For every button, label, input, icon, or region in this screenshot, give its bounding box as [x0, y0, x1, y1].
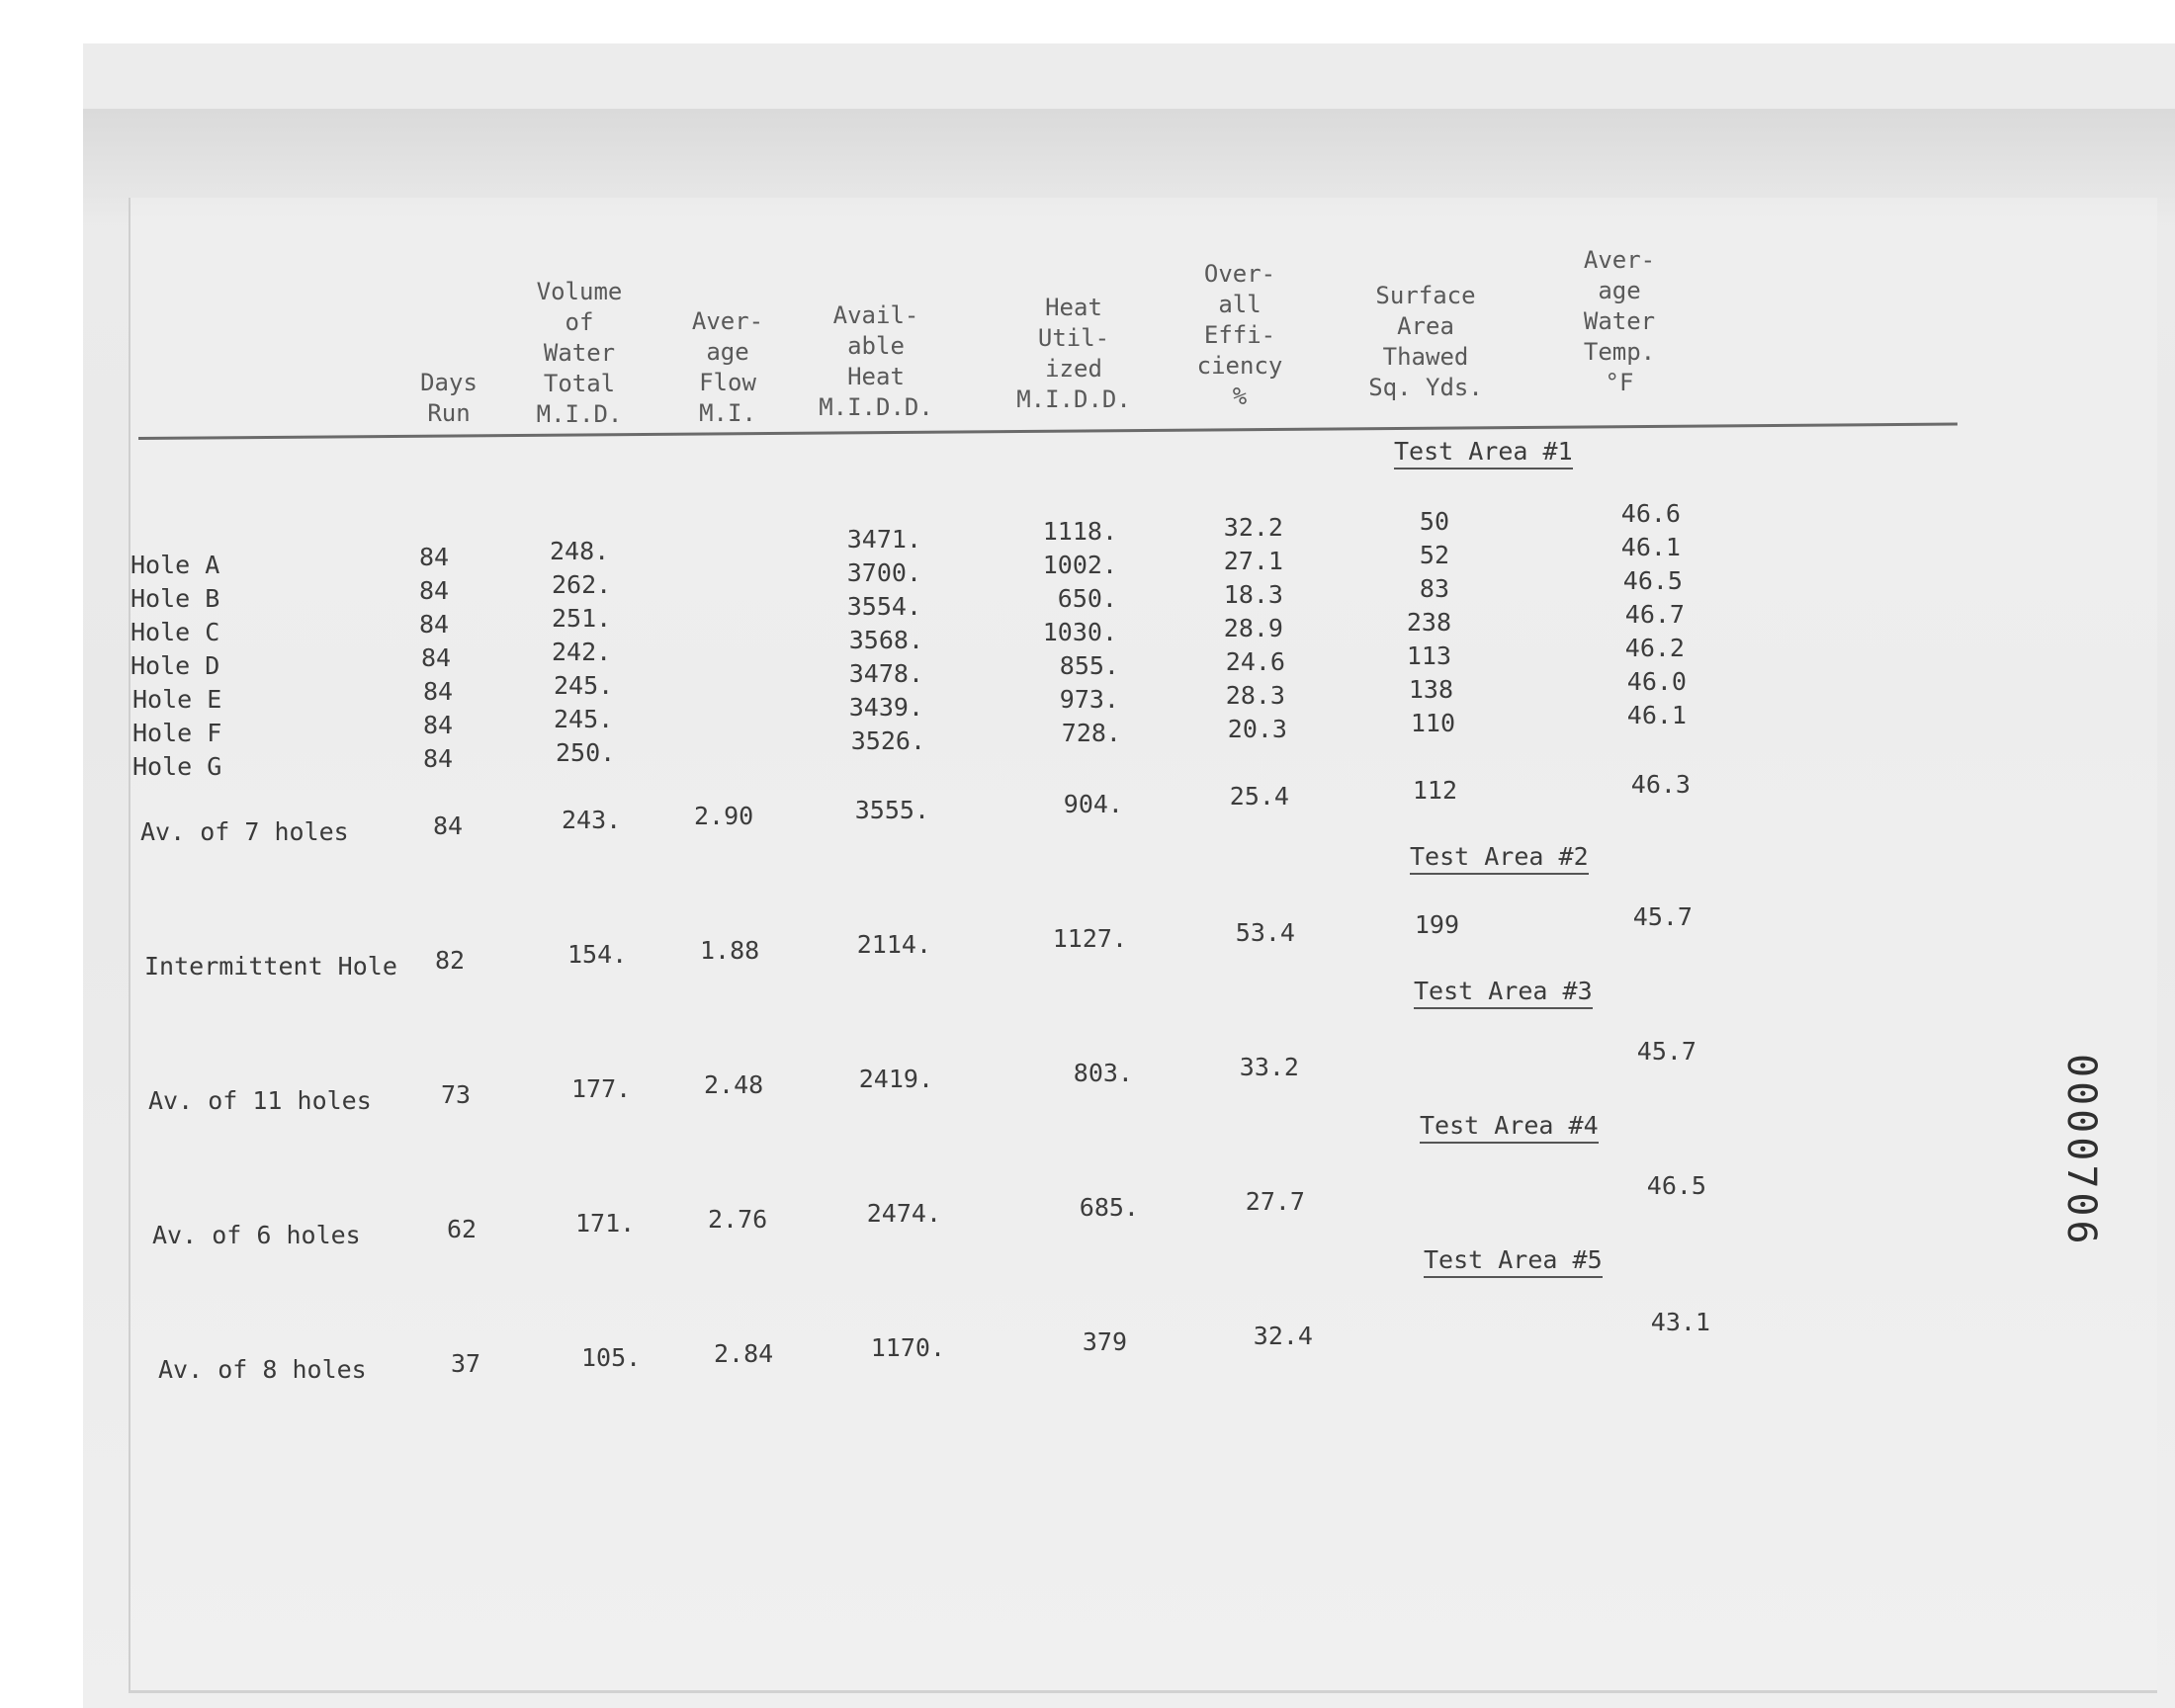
heat-utilized-value: 803. — [1073, 1059, 1133, 1087]
water-temp-value: 43.1 — [1650, 1308, 1710, 1336]
efficiency-value: 28.3 — [1225, 681, 1285, 710]
volume-value: 251. — [552, 604, 612, 633]
hole-label: Hole G — [132, 752, 222, 781]
summary-label: Av. of 6 holes — [152, 1221, 361, 1249]
surface-area-value: 112 — [1412, 776, 1457, 805]
surface-area-value: 199 — [1414, 910, 1459, 939]
hole-label: Hole E — [132, 685, 222, 714]
surface-area-value: 50 — [1419, 507, 1449, 536]
volume-value: 245. — [554, 671, 614, 700]
test-area-4-label: Test Area #4 — [1420, 1111, 1599, 1144]
heat-utilized-value: 1002. — [1042, 551, 1117, 579]
page-stamp-number: 0000706 — [2058, 1054, 2104, 1248]
test-area-1-label: Test Area #1 — [1394, 437, 1573, 470]
surface-area-value: 52 — [1419, 541, 1449, 569]
water-temp-value: 46.3 — [1630, 770, 1691, 799]
surface-area-value: 238 — [1406, 608, 1451, 637]
efficiency-value: 27.1 — [1223, 547, 1283, 575]
heat-utilized-value: 1118. — [1042, 517, 1117, 546]
hole-label: Hole A — [130, 551, 220, 579]
heat-utilized-value: 904. — [1063, 790, 1123, 818]
header-water-temp: Aver- age Water Temp. °F — [1583, 246, 1656, 396]
header-available-heat: Avail- able Heat M.I.D.D. — [819, 301, 933, 421]
available-heat-value: 3478. — [848, 659, 923, 688]
surface-area-value: 110 — [1410, 709, 1455, 737]
water-temp-value: 46.5 — [1646, 1171, 1706, 1200]
days-run-value: 84 — [423, 711, 454, 739]
days-run-value: 73 — [441, 1080, 472, 1109]
header-average-flow: Aver- age Flow M.I. — [691, 307, 764, 427]
hole-label: Hole D — [130, 651, 220, 680]
days-run-value: 84 — [421, 643, 452, 672]
header-heat-utilized: Heat Util- ized M.I.D.D. — [1016, 294, 1131, 413]
volume-value: 245. — [554, 705, 614, 733]
water-temp-value: 46.2 — [1624, 634, 1685, 662]
test-area-3-label: Test Area #3 — [1414, 977, 1593, 1009]
average-flow-value: 2.48 — [704, 1070, 764, 1099]
surface-area-value: 83 — [1419, 574, 1449, 603]
available-heat-value: 3554. — [846, 592, 921, 621]
efficiency-value: 53.4 — [1235, 918, 1295, 947]
efficiency-value: 20.3 — [1227, 715, 1287, 743]
available-heat-value: 3471. — [846, 525, 921, 554]
heat-utilized-value: 685. — [1079, 1193, 1139, 1222]
water-temp-value: 46.1 — [1626, 701, 1687, 729]
surface-area-value: 113 — [1406, 641, 1451, 670]
efficiency-value: 25.4 — [1229, 782, 1289, 811]
volume-value: 171. — [575, 1209, 636, 1238]
test-area-2-label: Test Area #2 — [1410, 842, 1589, 875]
summary-label: Av. of 8 holes — [158, 1355, 367, 1384]
available-heat-value: 3439. — [848, 693, 923, 722]
water-temp-value: 45.7 — [1636, 1037, 1696, 1066]
hole-label: Hole C — [130, 618, 220, 646]
volume-value: 243. — [562, 806, 622, 834]
heat-utilized-value: 855. — [1059, 651, 1119, 680]
hole-label: Hole B — [130, 584, 220, 613]
days-run-value: 84 — [433, 811, 464, 840]
efficiency-value: 24.6 — [1225, 647, 1285, 676]
volume-value: 177. — [571, 1074, 632, 1103]
efficiency-value: 33.2 — [1239, 1053, 1299, 1081]
available-heat-value: 2114. — [856, 930, 931, 959]
days-run-value: 62 — [447, 1215, 478, 1243]
available-heat-value: 1170. — [870, 1333, 945, 1362]
available-heat-value: 3568. — [848, 626, 923, 654]
volume-value: 262. — [552, 570, 612, 599]
days-run-value: 84 — [419, 576, 450, 605]
average-flow-value: 1.88 — [700, 936, 760, 965]
summary-label: Av. of 7 holes — [140, 817, 349, 846]
surface-area-value: 138 — [1408, 675, 1453, 704]
header-days-run: Days Run — [420, 369, 478, 427]
efficiency-value: 18.3 — [1223, 580, 1283, 609]
days-run-value: 84 — [423, 744, 454, 773]
days-run-value: 84 — [423, 677, 454, 706]
hole-label: Hole F — [132, 719, 222, 747]
header-volume-total: Volume of Water Total M.I.D. — [536, 278, 623, 428]
available-heat-value: 2474. — [866, 1199, 941, 1228]
heat-utilized-value: 728. — [1061, 719, 1121, 747]
header-surface-area: Surface Area Thawed Sq. Yds. — [1368, 282, 1483, 401]
available-heat-value: 3555. — [854, 796, 929, 824]
water-temp-value: 46.0 — [1626, 667, 1687, 696]
average-flow-value: 2.76 — [708, 1205, 768, 1234]
days-run-value: 84 — [419, 543, 450, 571]
volume-value: 248. — [550, 537, 610, 565]
water-temp-value: 46.6 — [1620, 499, 1681, 528]
days-run-value: 37 — [451, 1349, 481, 1378]
water-temp-value: 46.1 — [1620, 533, 1681, 561]
volume-value: 242. — [552, 638, 612, 666]
test-area-5-label: Test Area #5 — [1424, 1245, 1603, 1278]
efficiency-value: 32.4 — [1253, 1322, 1313, 1350]
efficiency-value: 27.7 — [1245, 1187, 1305, 1216]
days-run-value: 84 — [419, 610, 450, 639]
efficiency-value: 32.2 — [1223, 513, 1283, 542]
header-overall-efficiency: Over- all Effi- ciency % — [1196, 260, 1283, 410]
summary-label: Intermittent Hole — [144, 952, 397, 981]
water-temp-value: 45.7 — [1632, 902, 1693, 931]
average-flow-value: 2.84 — [714, 1339, 774, 1368]
heat-utilized-value: 973. — [1059, 685, 1119, 714]
water-temp-value: 46.7 — [1624, 600, 1685, 629]
efficiency-value: 28.9 — [1223, 614, 1283, 642]
heat-utilized-value: 650. — [1057, 584, 1117, 613]
heat-utilized-value: 379 — [1082, 1327, 1127, 1356]
available-heat-value: 3526. — [850, 726, 925, 755]
water-temp-value: 46.5 — [1622, 566, 1683, 595]
available-heat-value: 2419. — [858, 1065, 933, 1093]
summary-label: Av. of 11 holes — [148, 1086, 372, 1115]
volume-value: 105. — [581, 1343, 642, 1372]
volume-value: 154. — [567, 940, 628, 969]
volume-value: 250. — [556, 738, 616, 767]
heat-utilized-value: 1127. — [1052, 924, 1127, 953]
days-run-value: 82 — [435, 946, 466, 975]
average-flow-value: 2.90 — [694, 802, 754, 830]
heat-utilized-value: 1030. — [1042, 618, 1117, 646]
available-heat-value: 3700. — [846, 558, 921, 587]
